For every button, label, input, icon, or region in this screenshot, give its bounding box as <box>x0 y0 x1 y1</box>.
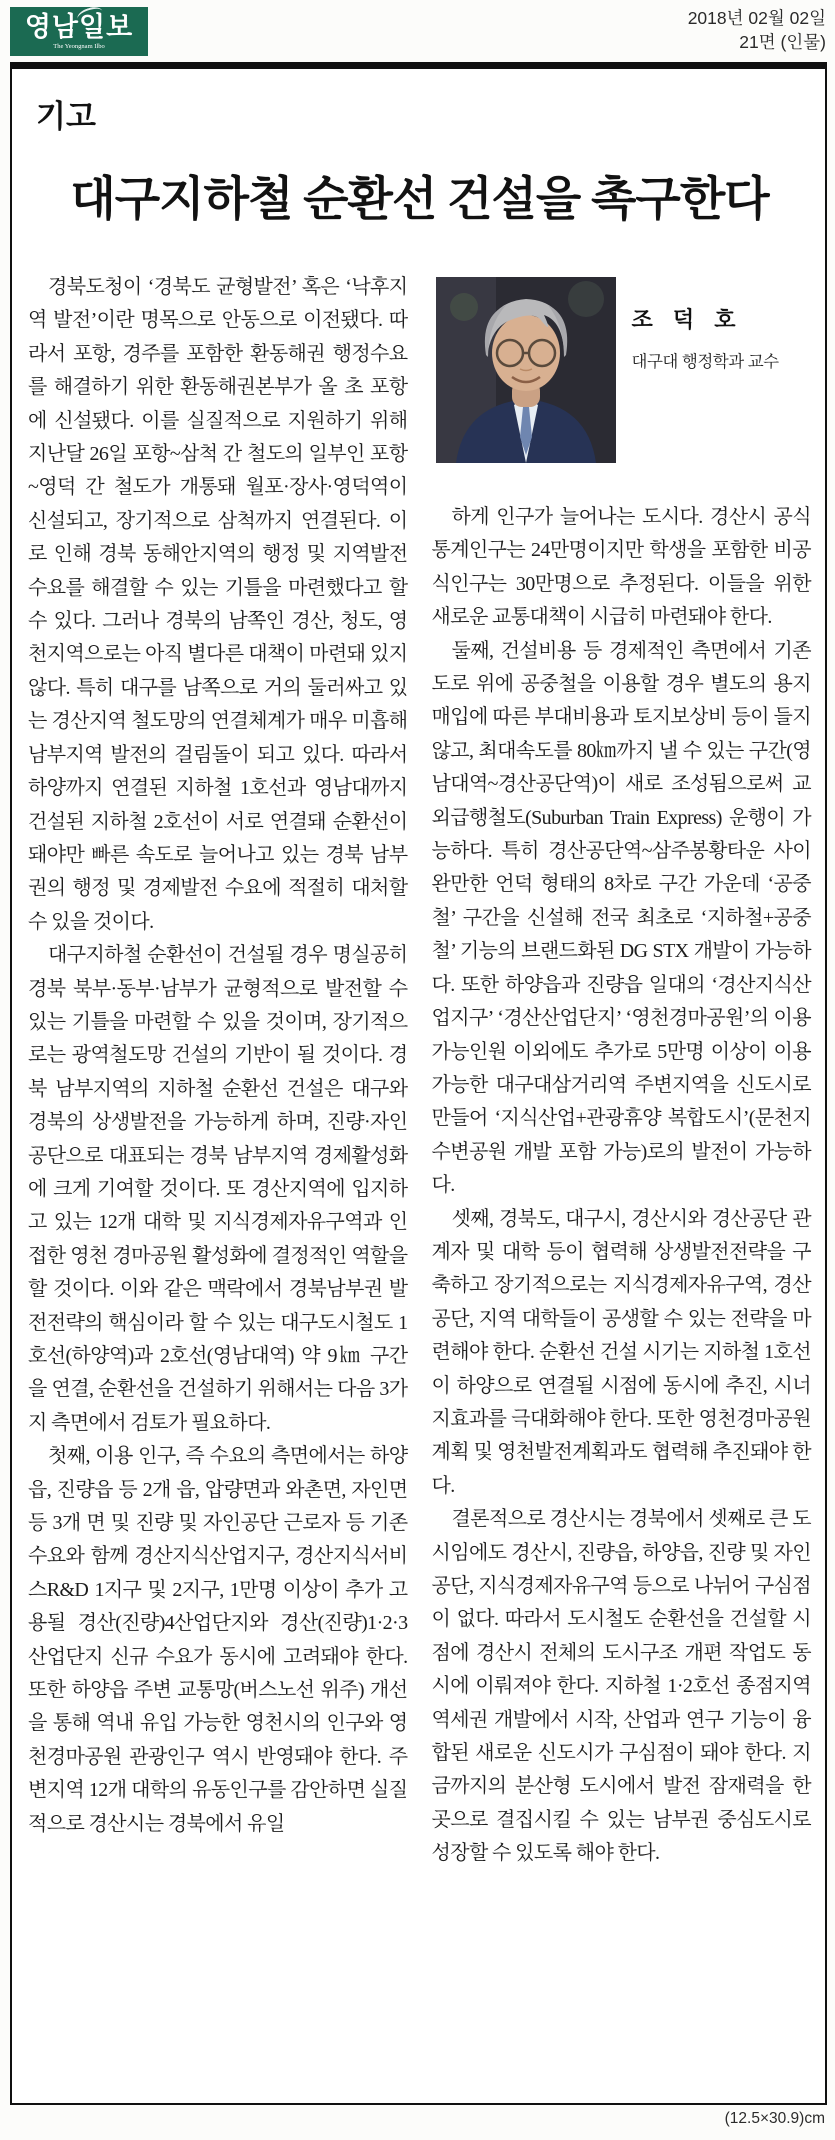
paragraph: 결론적으로 경산시는 경북에서 셋째로 큰 도시임에도 경산시, 진량읍, 하양읍, 진량 및 자인공단, 지식경제자유구역 등으로 나뉘어 구심점이 없다. 따라서 도시철도 순환선을 건설할 시점에 경산시 전체의 도시구조 개편 작업도 동시에 이뤄져야 한다. 지하철 1·2호선 종점지역 역세권 개발에서 시작, 산업과 연구 기능이 융합된 새로운 신도시가 구심점이 돼야 한다. 지금까지의 분산형 도시에서 발전 잠재력을 한 곳으로 결집시킬 수 있는 남부권 중심도시로 성장할 수 있도록 해야 한다. <box>431 1508 811 1865</box>
article-title: 대구지하철 순환선 건설을 촉구한다 <box>70 174 769 226</box>
newspaper-logo <box>10 7 148 56</box>
paragraph: 셋째, 경북도, 대구시, 경산시와 경산공단 관계자 및 대학 등이 협력해 상생발전전략을 구축하고 장기적으로는 지식경제자유구역, 경산공단, 지역 대학들이 공생할 수 있는 전략을 마련해야 한다. 순환선 건설 시기는 지하철 1호선이 하양으로 연결될 시점에 동시에 추진, 시너지효과를 극대화해야 한다. 또한 영천경마공원계획 및 영천발전계획과도 협력해 추진돼야 한다. <box>431 1207 811 1497</box>
article-columns <box>28 271 811 1871</box>
clipping-size-note: (12.5×30.9)cm <box>724 2110 825 2127</box>
paragraph: 경북도청이 ‘경북도 균형발전’ 혹은 ‘낙후지역 발전’이란 명목으로 안동으로 이전됐다. 따라서 포항, 경주를 포함한 환동해권 행정수요를 해결하기 위한 환동해권본부가 올 초 포항에 신설됐다. 이를 실질적으로 지원하기 위해 지난달 26일 포항~삼척 간 철도의 일부인 포항~영덕 간 철도가 개통돼 월포·장사·영덕역이 신설되고, 장기적으로 삼척까지 연결된다. 이로 인해 경북 동해안지역의 행정 및 지역발전 수요를 해결할 수 있는 기틀을 마련했다고 할 수 있다. 그러나 경북의 남쪽인 경산, 청도, 영천지역으로는 아직 별다른 대책이 마련돼 있지 않다. 특히 대구를 남쪽으로 거의 둘러싸고 있는 경산지역 철도망의 연결체계가 매우 미흡해 남부지역 발전의 걸림돌이 되고 있다. 따라서 하양까지 연결된 지하철 1호선과 영남대까지 건설된 지하철 2호선이 서로 연결돼 순환선이 돼야만 빠른 속도로 늘어나고 있는 경북 남부권의 행정 및 경제발전 수요에 적절히 대처할 수 있을 것이다. <box>28 276 408 933</box>
section-label: 기고 <box>36 99 96 134</box>
paragraph: 첫째, 이용 인구, 즉 수요의 측면에서는 하양읍, 진량읍 등 2개 읍, 압량면과 와촌면, 자인면 등 3개 면 및 진량 및 자인공단 근로자 등 기존 수요와 함께 경산지식산업지구, 경산지식서비스R&D 1지구 및 2지구, 1만명 이상이 추가 고용될 경산(진량)4산업단지와 경산(진량)1·2·3산업단지 신규 수요가 동시에 고려돼야 한다. 또한 하양읍 주변 교통망(버스노선 위주) 개선을 통해 역내 유입 가능한 영천시의 인구와 영천경마공원 관광인구 역시 반영돼야 한다. 주변지역 12개 대학의 유동인구를 감안하면 실질적으로 경산시는 경북에서 유일 <box>28 1445 408 1835</box>
article-clipping <box>10 62 827 2105</box>
masthead <box>0 0 835 62</box>
author-block <box>436 277 812 467</box>
newspaper-logo-text <box>24 11 134 42</box>
author-name: 조 덕 호 <box>631 307 743 332</box>
page-section-label: 21면 (인물) <box>739 32 826 53</box>
author-info <box>632 277 779 467</box>
paragraph: 둘째, 건설비용 등 경제적인 측면에서 기존도로 위에 공중철을 이용할 경우 별도의 용지매입에 따른 부대비용과 토지보상비 등이 들지 않고, 최대속도를 80㎞까지 낼 수 있는 구간(영남대역~경산공단역)이 새로 조성됨으로써 교외급행철도(Suburban Train Express) 운행이 가능하다. 특히 경산공단역~삼주봉황타운 사이 완만한 언덕 형태의 8차로 구간 가운데 ‘공중철’ 구간을 신설해 전국 최초로 ‘지하철+공중철’ 기능의 브랜드화된 DG STX 개발이 가능하다. 또한 하양읍과 진량읍 일대의 ‘경산지식산업지구’ ‘경산산업단지’ ‘영천경마공원’의 이용가능인원 이외에도 추가로 5만명 이상이 이용 가능한 대구대삼거리역 주변지역을 신도시로 만들어 ‘지식산업+관광휴양 복합도시’(문천지 수변공원 개발 포함 가능)로의 발전이 가능하다. <box>431 639 811 1197</box>
author-affiliation: 대구대 행정학과 교수 <box>631 353 779 371</box>
paragraph: 대구지하철 순환선이 건설될 경우 명실공히 경북 북부·동부·남부가 균형적으로 발전할 수 있는 기틀을 마련할 수 있을 것이며, 장기적으로는 광역철도망 건설의 기반이 될 것이다. 경북 남부지역의 지하철 순환선 건설은 대구와 경북의 상생발전을 가능하게 하며, 진량·자인 공단으로 대표되는 경북 남부지역 경제활성화에 크게 기여할 것이다. 또 경산지역에 입지하고 있는 12개 대학 및 지식경제자유구역과 인접한 영천 경마공원 활성화에 결정적인 역할을 할 것이다. 이와 같은 맥락에서 경북남부권 발전전략의 핵심이라 할 수 있는 대구도시철도 1호선(하양역)과 2호선(영남대역) 약 9㎞ 구간을 연결, 순환선을 건설하기 위해서는 다음 3가지 측면에서 검토가 필요하다. <box>28 944 408 1434</box>
dateline <box>688 6 826 54</box>
logo-subtitle: The Yeongnam Ilbo <box>53 42 105 50</box>
logo-main-label: 영남일보 <box>24 11 134 42</box>
left-column <box>28 271 408 1871</box>
publication-date: 2018년 02월 02일 <box>687 8 826 28</box>
author-photo <box>436 277 616 463</box>
paragraph: 하게 인구가 늘어나는 도시다. 경산시 공식통계인구는 24만명이지만 학생을 포함한 비공식인구는 30만명으로 추정된다. 이들을 위한 새로운 교통대책이 시급히 마련돼야 한다. <box>431 506 811 629</box>
right-column <box>432 271 812 1871</box>
